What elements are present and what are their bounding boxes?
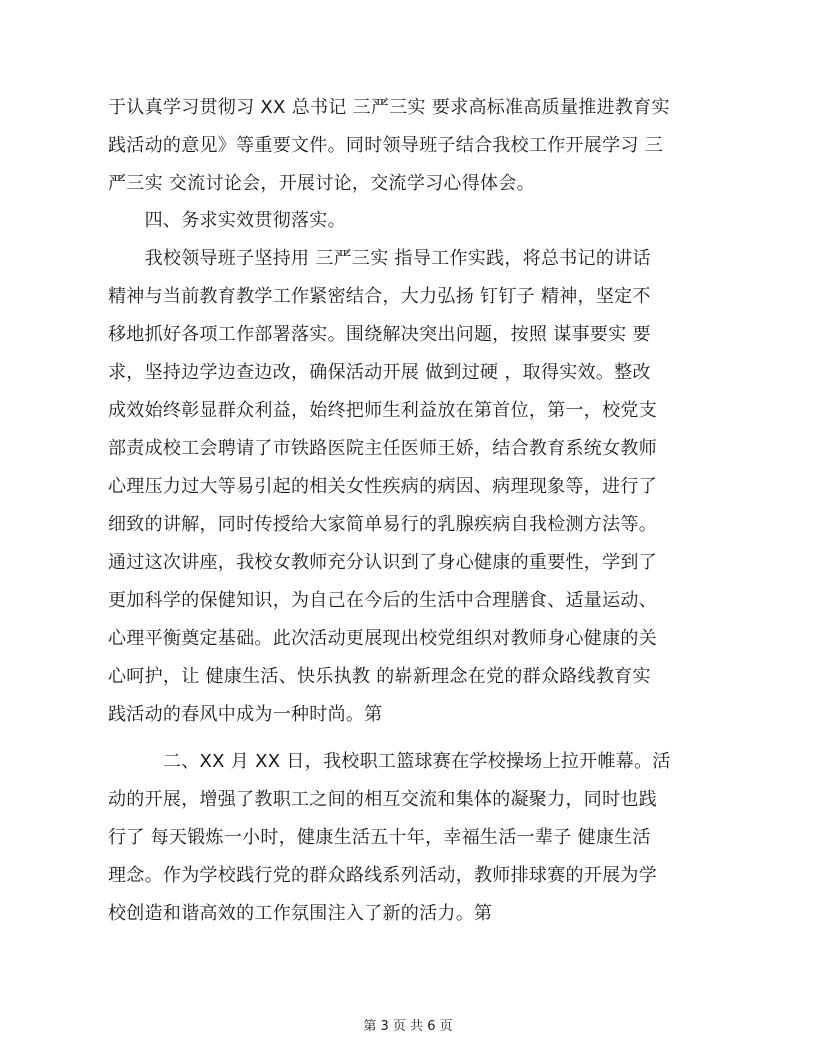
body-text-line: 二、XX 月 XX 日，我校职工篮球赛在学校操场上拉开帷幕。活 xyxy=(108,751,671,772)
body-text-line: 理念。作为学校践行党的群众路线系列活动，教师排球赛的开展为学 xyxy=(108,865,657,886)
body-text-line: 心理平衡奠定基础。此次活动更展现出校党组织对教师身心健康的关 xyxy=(108,628,657,649)
body-text-line: 动的开展，增强了教职工之间的相互交流和集体的凝聚力，同时也践 xyxy=(108,789,657,810)
body-text-line: 我校领导班子坚持用 三严三实 指导工作实践，将总书记的讲话 xyxy=(108,248,651,269)
body-text-line: 成效始终彰显群众利益，始终把师生利益放在第首位，第一，校党支 xyxy=(108,400,657,421)
section-heading: 四、务求实效贯彻落实。 xyxy=(108,210,346,231)
body-text-line: 行了 每天锻炼一小时，健康生活五十年，幸福生活一辈子 健康生活 xyxy=(108,827,651,848)
body-text-line: 更加科学的保健知识，为自己在今后的生活中合理膳食、适量运动、 xyxy=(108,590,657,611)
body-text-line: 移地抓好各项工作部署落实。围绕解决突出问题，按照 谋事要实 要 xyxy=(108,324,651,345)
body-text-line: 部责成校工会聘请了市铁路医院主任医师王娇，结合教育系统女教师 xyxy=(108,438,657,459)
body-text-line: 求，坚持边学边查边改，确保活动开展 做到过硬 ，取得实效。整改 xyxy=(108,362,651,383)
body-text-line: 践活动的意见》等重要文件。同时领导班子结合我校工作开展学习 三 xyxy=(108,135,664,156)
body-text-line: 于认真学习贯彻习 XX 总书记 三严三实 要求高标准高质量推进教育实 xyxy=(108,97,670,118)
body-text-line: 心呵护，让 健康生活、快乐执教 的崭新理念在党的群众路线教育实 xyxy=(108,666,651,687)
body-text-line: 精神与当前教育教学工作紧密结合，大力弘扬 钉钉子 精神，坚定不 xyxy=(108,286,651,307)
body-text-line: 严三实 交流讨论会，开展讨论，交流学习心得体会。 xyxy=(108,173,535,194)
body-text-line: 通过这次讲座，我校女教师充分认识到了身心健康的重要性，学到了 xyxy=(108,552,657,573)
body-text-line: 校创造和谐高效的工作氛围注入了新的活力。第 xyxy=(108,903,493,924)
body-text-line: 细致的讲解，同时传授给大家简单易行的乳腺疾病自我检测方法等。 xyxy=(108,514,657,535)
body-text-line: 践活动的春风中成为一种时尚。第 xyxy=(108,704,383,725)
body-text-line: 心理压力过大等易引起的相关女性疾病的病因、病理现象等，进行了 xyxy=(108,476,657,497)
page-number-footer: 第 3 页 共 6 页 xyxy=(363,1019,453,1034)
